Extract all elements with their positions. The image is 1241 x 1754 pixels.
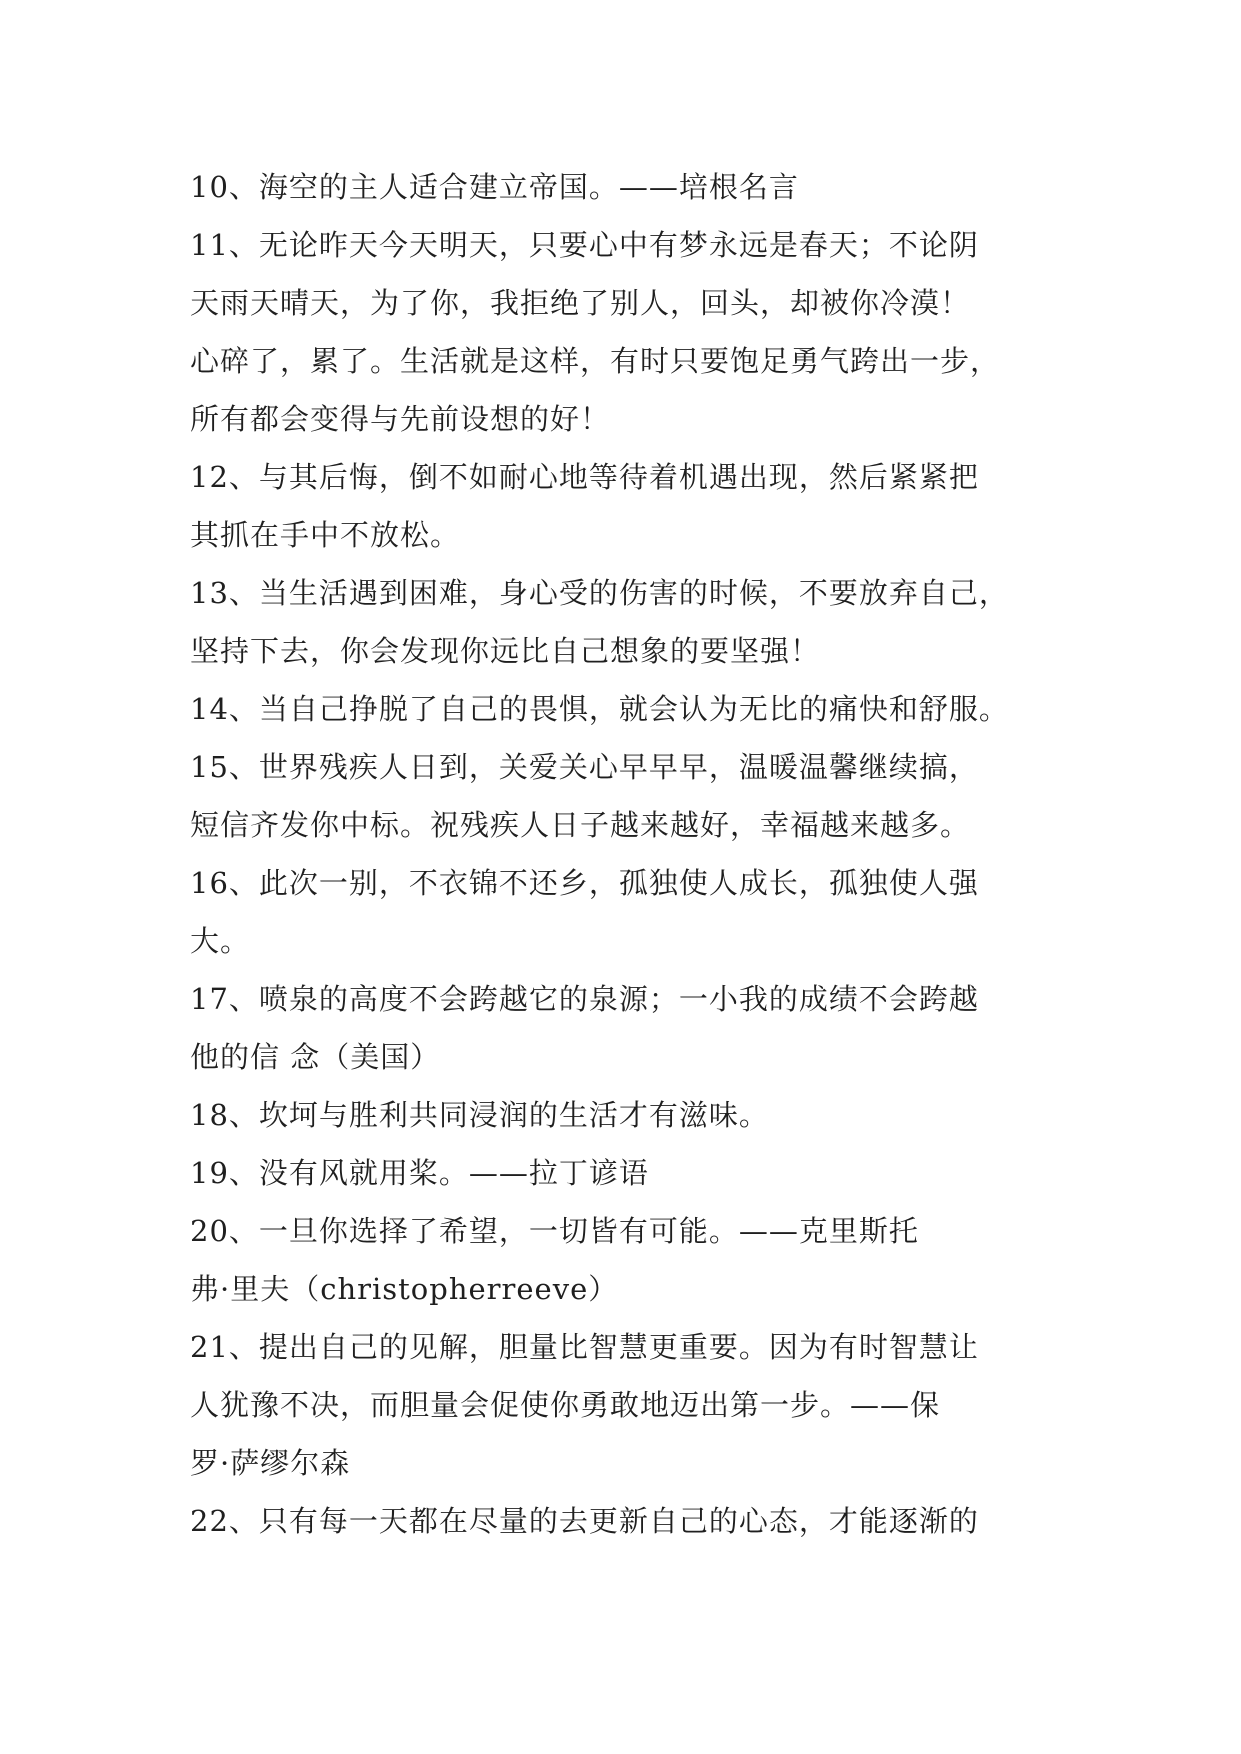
text-line: 坚持下去，你会发现你远比自己想象的要坚强！: [190, 634, 821, 668]
text-line: 13、当生活遇到困难，身心受的伤害的时候，不要放弃自己，: [190, 576, 1009, 610]
text-line: 21、提出自己的见解，胆量比智慧更重要。因为有时智慧让: [190, 1330, 979, 1364]
text-line: 他的信 念（美国）: [190, 1040, 441, 1074]
text-line: 20、一旦你选择了希望，一切皆有可能。——克里斯托: [190, 1214, 919, 1248]
text-line: 15、世界残疾人日到，关爱关心早早早，温暖温馨继续搞，: [190, 750, 979, 784]
text-line: 天雨天晴天，为了你，我拒绝了别人，回头，却被你冷漠！: [190, 286, 971, 320]
text-line: 12、与其后悔，倒不如耐心地等待着机遇出现，然后紧紧把: [190, 460, 979, 494]
text-line: 弗·里夫（christopherreeve）: [190, 1272, 619, 1306]
text-line: 罗·萨缪尔森: [190, 1446, 351, 1480]
text-line: 大。: [190, 924, 251, 958]
text-line: 18、坎坷与胜利共同浸润的生活才有滋味。: [190, 1098, 769, 1132]
text-line: 19、没有风就用桨。——拉丁谚语: [190, 1156, 649, 1190]
text-line: 14、当自己挣脱了自己的畏惧，就会认为无比的痛快和舒服。: [190, 692, 1009, 726]
text-line: 短信齐发你中标。祝残疾人日子越来越好，幸福越来越多。: [190, 808, 971, 842]
text-line: 17、喷泉的高度不会跨越它的泉源；一小我的成绩不会跨越: [190, 982, 979, 1016]
text-line: 11、无论昨天今天明天，只要心中有梦永远是春天；不论阴: [190, 228, 979, 262]
text-line: 其抓在手中不放松。: [190, 518, 461, 552]
text-line: 人犹豫不决，而胆量会促使你勇敢地迈出第一步。——保: [190, 1388, 941, 1422]
text-line: 16、此次一别，不衣锦不还乡，孤独使人成长，孤独使人强: [190, 866, 979, 900]
text-line: 10、海空的主人适合建立帝国。——培根名言: [190, 170, 799, 204]
text-line: 心碎了，累了。生活就是这样，有时只要饱足勇气跨出一步，: [190, 344, 1001, 378]
text-line: 22、只有每一天都在尽量的去更新自己的心态，才能逐渐的: [190, 1504, 979, 1538]
document-body: [190, 158, 1070, 1550]
text-line: 所有都会变得与先前设想的好！: [190, 402, 611, 436]
